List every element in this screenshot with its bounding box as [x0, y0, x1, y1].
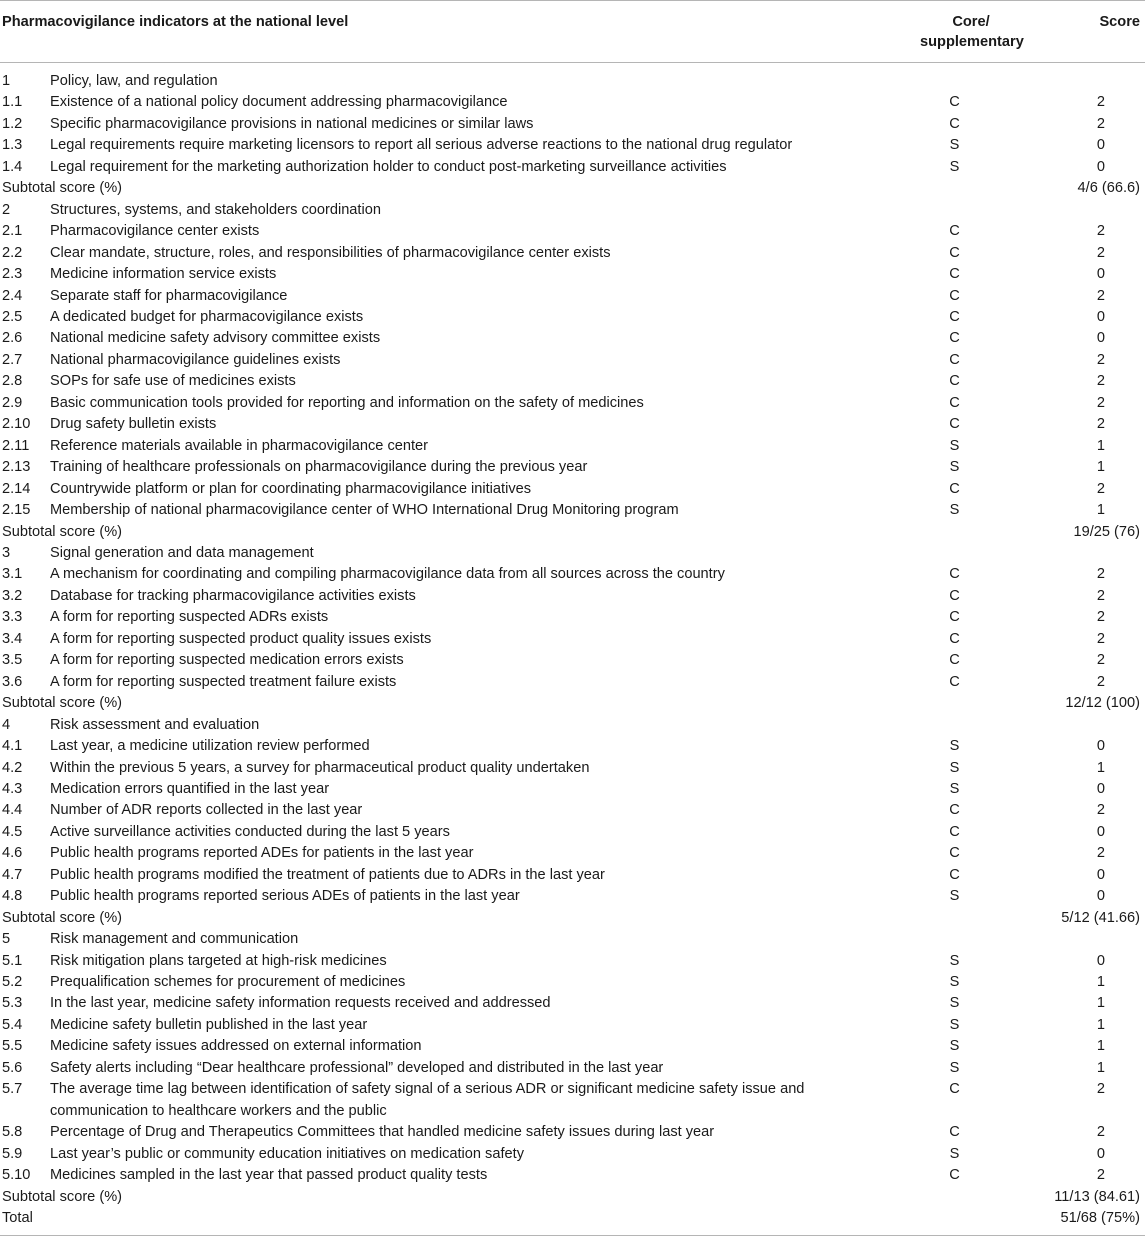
indicator-number: 3.2 — [2, 587, 23, 604]
indicator-score: 2 — [1096, 1124, 1105, 1141]
indicator-number: 4.5 — [2, 823, 23, 840]
indicator-score: 2 — [1096, 1167, 1105, 1184]
indicator-score: 2 — [1096, 223, 1105, 240]
subtotal-score: 5/12 (41.66) — [1061, 909, 1140, 926]
indicator-number: 5.6 — [2, 1059, 23, 1076]
indicator-number: 1.2 — [2, 115, 23, 132]
indicator-row — [0, 92, 1145, 113]
indicator-score: 2 — [1096, 244, 1105, 261]
indicator-type: S — [949, 1038, 960, 1055]
indicator-type: S — [949, 502, 960, 519]
indicator-type: C — [949, 609, 960, 626]
subtotal-row — [0, 178, 1145, 199]
indicator-score: 0 — [1096, 866, 1105, 883]
indicator-type: S — [949, 738, 960, 755]
indicator-type: C — [949, 630, 960, 647]
indicator-type: S — [949, 1016, 960, 1033]
indicator-score: 1 — [1096, 502, 1105, 519]
indicator-text: Existence of a national policy document addressing pharmacovigilance — [50, 94, 508, 111]
indicator-type: S — [949, 158, 960, 175]
indicator-row — [0, 264, 1145, 285]
section-number: 4 — [2, 716, 11, 733]
section-core-empty — [920, 543, 1022, 564]
indicator-number: 2.2 — [2, 244, 23, 261]
indicator-score: 2 — [1096, 1081, 1105, 1098]
indicator-type: C — [949, 1081, 960, 1098]
indicator-number: 3.1 — [2, 566, 23, 583]
indicator-score: 2 — [1096, 115, 1105, 132]
indicator-row — [0, 886, 1145, 907]
subtotal-label: Subtotal score (%) — [2, 180, 123, 197]
indicator-row — [0, 135, 1145, 156]
indicator-row — [0, 371, 1145, 392]
section-core-empty — [920, 715, 1022, 736]
section-number: 5 — [2, 931, 11, 948]
indicator-type: C — [949, 115, 960, 132]
indicator-text: Number of ADR reports collected in the last year — [50, 802, 363, 819]
indicator-text: A form for reporting suspected ADRs exists — [50, 609, 329, 626]
indicator-row — [0, 1058, 1145, 1079]
indicator-text: Membership of national pharmacovigilance center of WHO International Drug Monitoring program — [50, 502, 679, 519]
indicator-score: 0 — [1096, 952, 1105, 969]
indicator-score: 2 — [1096, 630, 1105, 647]
indicator-number: 3.3 — [2, 609, 23, 626]
indicator-type: S — [949, 1145, 960, 1162]
indicator-text: Last year’s public or community education initiatives on medication safety — [50, 1145, 524, 1162]
total-score: 51/68 (75%) — [1022, 1208, 1145, 1236]
indicator-score: 1 — [1096, 437, 1105, 454]
section-title: Risk assessment and evaluation — [50, 716, 260, 733]
indicator-number: 2.13 — [2, 459, 31, 476]
indicator-text: Specific pharmacovigilance provisions in national medicines or similar laws — [50, 115, 534, 132]
section-score-empty — [1022, 715, 1145, 736]
indicator-number: 2.6 — [2, 330, 23, 347]
indicator-type: S — [949, 459, 960, 476]
indicator-row — [0, 393, 1145, 414]
indicator-text: A form for reporting suspected medication errors exists — [50, 652, 404, 669]
indicator-text: Public health programs modified the treatment of patients due to ADRs in the last year — [50, 866, 605, 883]
indicator-type: S — [949, 759, 960, 776]
indicator-text: Medicine safety bulletin published in the last year — [50, 1016, 368, 1033]
indicator-type: C — [949, 266, 960, 283]
indicator-score: 0 — [1096, 888, 1105, 905]
indicator-score: 2 — [1096, 802, 1105, 819]
table-header — [0, 1, 1145, 63]
indicator-text: A form for reporting suspected product quality issues exists — [50, 630, 432, 647]
indicator-text: Reference materials available in pharmacovigilance center — [50, 437, 429, 454]
indicator-row — [0, 629, 1145, 650]
subtotal-score: 11/13 (84.61) — [1054, 1188, 1140, 1205]
indicator-type: C — [949, 373, 960, 390]
indicator-score: 2 — [1096, 587, 1105, 604]
indicator-text: Separate staff for pharmacovigilance — [50, 287, 288, 304]
indicator-row — [0, 457, 1145, 478]
indicator-text: Within the previous 5 years, a survey for pharmaceutical product quality undertaken — [50, 759, 590, 776]
indicator-score: 2 — [1096, 566, 1105, 583]
indicator-row — [0, 564, 1145, 585]
indicator-type: C — [949, 652, 960, 669]
indicator-score: 1 — [1096, 759, 1105, 776]
indicator-text: Prequalification schemes for procurement of medicines — [50, 974, 406, 991]
indicator-score: 2 — [1096, 94, 1105, 111]
section-header-row — [0, 715, 1145, 736]
indicator-number: 4.8 — [2, 888, 23, 905]
indicator-number: 5.5 — [2, 1038, 23, 1055]
section-title: Policy, law, and regulation — [50, 73, 218, 89]
indicator-type: C — [949, 566, 960, 583]
indicator-score: 0 — [1096, 330, 1105, 347]
indicator-type: C — [949, 1124, 960, 1141]
indicator-row — [0, 479, 1145, 500]
indicator-type: C — [949, 244, 960, 261]
indicator-type: C — [949, 480, 960, 497]
indicator-text: Public health programs reported ADEs for patients in the last year — [50, 845, 474, 862]
indicator-number: 4.2 — [2, 759, 23, 776]
subtotal-row — [0, 908, 1145, 929]
indicator-number: 2.1 — [2, 223, 23, 240]
indicator-type: C — [949, 223, 960, 240]
indicator-row — [0, 758, 1145, 779]
subtotal-score: 19/25 (76) — [1073, 523, 1140, 540]
indicator-score: 2 — [1096, 609, 1105, 626]
indicator-type: C — [949, 802, 960, 819]
indicator-type: C — [949, 287, 960, 304]
indicator-score: 2 — [1096, 394, 1105, 411]
indicator-row — [0, 436, 1145, 457]
indicator-text: Public health programs reported serious ADEs of patients in the last year — [50, 888, 520, 905]
section-core-empty — [920, 63, 1022, 93]
subtotal-label: Subtotal score (%) — [2, 523, 123, 540]
section-header-row — [0, 63, 1145, 93]
indicator-score: 0 — [1096, 1145, 1105, 1162]
indicator-score: 1 — [1096, 995, 1105, 1012]
indicator-row — [0, 993, 1145, 1014]
indicator-type: S — [949, 995, 960, 1012]
header-indicator: Pharmacovigilance indicators at the national level — [0, 1, 920, 63]
indicator-row — [0, 414, 1145, 435]
indicator-text: Countrywide platform or plan for coordinating pharmacovigilance initiatives — [50, 480, 532, 497]
indicator-type: C — [949, 587, 960, 604]
header-score: Score — [1022, 1, 1145, 63]
indicator-score: 2 — [1096, 373, 1105, 390]
indicator-score: 1 — [1096, 1038, 1105, 1055]
indicator-text: Legal requirement for the marketing authorization holder to conduct post-marketing surveillance activities — [50, 158, 727, 175]
section-title: Signal generation and data management — [50, 544, 314, 561]
indicator-score: 2 — [1096, 416, 1105, 433]
indicator-type: C — [949, 416, 960, 433]
indicator-type: C — [949, 673, 960, 690]
subtotal-row — [0, 522, 1145, 543]
indicator-number: 4.4 — [2, 802, 23, 819]
indicator-row — [0, 779, 1145, 800]
indicator-type: C — [949, 823, 960, 840]
indicator-number: 5.10 — [2, 1167, 31, 1184]
indicator-text: Last year, a medicine utilization review performed — [50, 738, 370, 755]
indicator-score: 1 — [1096, 974, 1105, 991]
indicator-number: 1.4 — [2, 158, 23, 175]
indicator-row — [0, 1036, 1145, 1057]
indicator-row — [0, 500, 1145, 521]
section-score-empty — [1022, 200, 1145, 221]
indicator-score: 1 — [1096, 459, 1105, 476]
section-score-empty — [1022, 929, 1145, 950]
indicator-score: 0 — [1096, 738, 1105, 755]
header-row — [0, 1, 1145, 63]
indicator-type: C — [949, 94, 960, 111]
indicator-number: 2.15 — [2, 502, 31, 519]
indicator-score: 2 — [1096, 673, 1105, 690]
indicator-row — [0, 865, 1145, 886]
indicator-row — [0, 1144, 1145, 1165]
indicator-text: National pharmacovigilance guidelines exists — [50, 351, 341, 368]
indicator-number: 1.1 — [2, 94, 23, 111]
indicator-text: Medicines sampled in the last year that passed product quality tests — [50, 1167, 488, 1184]
indicator-row — [0, 1122, 1145, 1143]
indicator-number: 5.8 — [2, 1124, 23, 1141]
indicator-number: 5.3 — [2, 995, 23, 1012]
indicator-row — [0, 114, 1145, 135]
total-label: Total — [0, 1208, 1022, 1236]
indicator-text: A form for reporting suspected treatment failure exists — [50, 673, 397, 690]
indicator-text: Database for tracking pharmacovigilance activities exists — [50, 587, 416, 604]
indicator-type: S — [949, 780, 960, 797]
indicator-row — [0, 736, 1145, 757]
indicator-number: 2.5 — [2, 308, 23, 325]
indicator-row — [0, 951, 1145, 972]
indicator-score: 1 — [1096, 1059, 1105, 1076]
indicator-number: 2.11 — [2, 437, 30, 454]
indicator-row — [0, 672, 1145, 693]
indicator-type: S — [949, 137, 960, 154]
indicator-text: Medication errors quantified in the last year — [50, 780, 330, 797]
indicator-row — [0, 586, 1145, 607]
indicator-row — [0, 350, 1145, 371]
indicator-type: C — [949, 1167, 960, 1184]
indicator-row — [0, 607, 1145, 628]
indicator-text: Training of healthcare professionals on pharmacovigilance during the previous year — [50, 459, 588, 476]
section-title: Risk management and communication — [50, 931, 299, 948]
subtotal-label: Subtotal score (%) — [2, 695, 123, 712]
indicator-type: S — [949, 1059, 960, 1076]
indicator-number: 5.2 — [2, 974, 23, 991]
indicator-number: 3.4 — [2, 630, 23, 647]
indicator-score: 0 — [1096, 158, 1105, 175]
indicator-score: 2 — [1096, 652, 1105, 669]
indicator-score: 0 — [1096, 823, 1105, 840]
indicator-text: Active surveillance activities conducted during the last 5 years — [50, 823, 450, 840]
indicator-text: A dedicated budget for pharmacovigilance exists — [50, 308, 364, 325]
indicator-number: 2.14 — [2, 480, 31, 497]
indicator-score: 0 — [1096, 266, 1105, 283]
indicator-text: The average time lag between identification of safety signal of a serious ADR or significant medicine safety issue and communication to healthcare workers and the public — [50, 1081, 805, 1119]
indicator-row — [0, 221, 1145, 242]
section-number: 2 — [2, 201, 11, 218]
indicator-row — [0, 650, 1145, 671]
subtotal-label: Subtotal score (%) — [2, 1188, 123, 1205]
indicator-score: 2 — [1096, 845, 1105, 862]
indicator-number: 1.3 — [2, 137, 23, 154]
subtotal-row — [0, 1187, 1145, 1208]
indicator-number: 4.3 — [2, 780, 23, 797]
indicator-number: 3.5 — [2, 652, 23, 669]
indicator-text: Basic communication tools provided for reporting and information on the safety of medicines — [50, 394, 644, 411]
indicator-text: Risk mitigation plans targeted at high-risk medicines — [50, 952, 387, 969]
section-score-empty — [1022, 543, 1145, 564]
section-number: 3 — [2, 544, 11, 561]
indicator-text: Clear mandate, structure, roles, and responsibilities of pharmacovigilance center exists — [50, 244, 611, 261]
indicator-number: 5.7 — [2, 1081, 23, 1098]
indicator-number: 2.3 — [2, 266, 23, 283]
indicator-row — [0, 1015, 1145, 1036]
indicator-type: S — [949, 952, 960, 969]
indicator-text: A mechanism for coordinating and compiling pharmacovigilance data from all sources across the country — [50, 566, 725, 583]
indicator-row — [0, 286, 1145, 307]
indicator-text: Medicine safety issues addressed on external information — [50, 1038, 422, 1055]
indicator-text: Legal requirements require marketing licensors to report all serious adverse reactions to the national drug regulator — [50, 137, 793, 154]
subtotal-row — [0, 693, 1145, 714]
indicator-row — [0, 328, 1145, 349]
section-score-empty — [1022, 63, 1145, 93]
section-header-row — [0, 200, 1145, 221]
indicator-type: S — [949, 974, 960, 991]
indicator-row — [0, 243, 1145, 264]
indicator-type: S — [949, 437, 960, 454]
section-header-row — [0, 543, 1145, 564]
indicator-row — [0, 1079, 1145, 1122]
indicator-text: Medicine information service exists — [50, 266, 277, 283]
indicator-score: 0 — [1096, 308, 1105, 325]
indicator-number: 4.6 — [2, 845, 23, 862]
indicator-number: 4.7 — [2, 866, 23, 883]
indicator-number: 5.4 — [2, 1016, 23, 1033]
subtotal-score: 4/6 (66.6) — [1077, 180, 1140, 197]
indicator-text: National medicine safety advisory committee exists — [50, 330, 381, 347]
indicator-row — [0, 972, 1145, 993]
indicator-row — [0, 157, 1145, 178]
indicator-row — [0, 843, 1145, 864]
indicator-type: C — [949, 351, 960, 368]
section-core-empty — [920, 200, 1022, 221]
indicator-score: 0 — [1096, 780, 1105, 797]
subtotal-score: 12/12 (100) — [1065, 695, 1140, 712]
indicator-text: SOPs for safe use of medicines exists — [50, 373, 296, 390]
indicator-type: C — [949, 330, 960, 347]
indicator-number: 4.1 — [2, 738, 23, 755]
indicator-text: Percentage of Drug and Therapeutics Committees that handled medicine safety issues during last year — [50, 1124, 715, 1141]
indicator-type: C — [949, 308, 960, 325]
indicator-text: Drug safety bulletin exists — [50, 416, 217, 433]
indicator-number: 3.6 — [2, 673, 23, 690]
indicator-row — [0, 800, 1145, 821]
section-header-row — [0, 929, 1145, 950]
indicator-number: 2.4 — [2, 287, 23, 304]
indicator-type: C — [949, 866, 960, 883]
indicator-type: C — [949, 845, 960, 862]
table-body — [0, 63, 1145, 1236]
indicator-text: In the last year, medicine safety information requests received and addressed — [50, 995, 551, 1012]
indicator-score: 1 — [1096, 1016, 1105, 1033]
header-core-supplementary: Core/ supplementary — [920, 1, 1022, 63]
subtotal-label: Subtotal score (%) — [2, 909, 123, 926]
section-number: 1 — [2, 73, 11, 89]
indicator-number: 2.10 — [2, 416, 31, 433]
indicator-score: 2 — [1096, 351, 1105, 368]
indicator-number: 5.1 — [2, 952, 23, 969]
indicator-text: Pharmacovigilance center exists — [50, 223, 260, 240]
indicator-row — [0, 822, 1145, 843]
indicator-score: 0 — [1096, 137, 1105, 154]
total-row — [0, 1208, 1145, 1236]
indicator-number: 2.8 — [2, 373, 23, 390]
indicator-row — [0, 1165, 1145, 1186]
indicator-row — [0, 307, 1145, 328]
indicator-score: 2 — [1096, 480, 1105, 497]
section-title: Structures, systems, and stakeholders coordination — [50, 201, 381, 218]
indicator-type: C — [949, 394, 960, 411]
indicator-text: Safety alerts including “Dear healthcare professional” developed and distributed in the last year — [50, 1059, 664, 1076]
indicator-number: 2.9 — [2, 394, 23, 411]
indicator-score: 2 — [1096, 287, 1105, 304]
indicator-type: S — [949, 888, 960, 905]
indicator-number: 5.9 — [2, 1145, 23, 1162]
section-core-empty — [920, 929, 1022, 950]
indicator-number: 2.7 — [2, 351, 23, 368]
